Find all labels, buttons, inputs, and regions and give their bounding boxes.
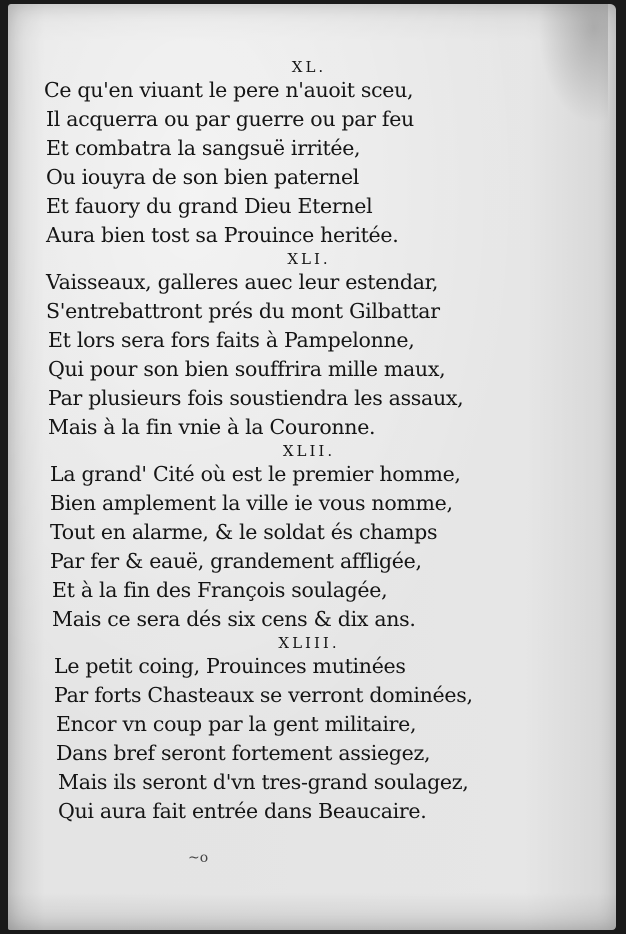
verse-line: Qui aura fait entrée dans Beaucaire. <box>58 799 427 823</box>
verse-line: S'entrebattront prés du mont Gilbattar <box>46 299 440 323</box>
verse-line: Par plusieurs fois soustiendra les assaux, <box>48 386 464 410</box>
verse-line: Vaisseaux, galleres auec leur estendar, <box>46 270 439 294</box>
verse-line: Et lors sera fors faits à Pampelonne, <box>48 328 415 352</box>
stanza-xl <box>44 58 584 250</box>
verse-line: Mais ils seront d'vn tres-grand soulagez, <box>58 770 469 794</box>
verse-line: Bien amplement la ville ie vous nomme, <box>50 491 453 515</box>
verse-line: Tout en alarme, & le soldat és champs <box>50 520 438 544</box>
verse-line: Et à la fin des François soulagée, <box>52 578 388 602</box>
verse-line: Le petit coing, Prouinces mutinées <box>54 654 406 678</box>
stanza-number: XLI. <box>287 250 331 268</box>
footer-printer-mark: ~o <box>188 850 209 866</box>
stanza-xli <box>44 250 584 442</box>
verse-line: Et combatra la sangsuë irritée, <box>46 136 361 160</box>
stanza-number: XLII. <box>282 442 336 460</box>
verse-line: Aura bien tost sa Prouince heritée. <box>46 223 399 247</box>
book-page <box>8 4 616 930</box>
verse-line: Ce qu'en viuant le pere n'auoit sceu, <box>44 78 414 102</box>
stanza-number: XLIII. <box>278 634 340 652</box>
verse-line: Encor vn coup par la gent militaire, <box>56 712 417 736</box>
verse-line: Et fauory du grand Dieu Eternel <box>46 194 373 218</box>
verse-line: Qui pour son bien souffrira mille maux, <box>48 357 446 381</box>
stanza-number: XL. <box>291 58 327 76</box>
verse-line: Ou iouyra de son bien paternel <box>46 165 360 189</box>
stanza-xlii <box>44 442 584 634</box>
verse-line: Par forts Chasteaux se verront dominées, <box>54 683 473 707</box>
verse-line: Mais ce sera dés six cens & dix ans. <box>52 607 416 631</box>
verse-line: Par fer & eauë, grandement affligée, <box>50 549 422 573</box>
stanza-xliii <box>44 634 584 826</box>
verse-line: Dans bref seront fortement assiegez, <box>56 741 431 765</box>
quatrain-text-block <box>44 58 584 826</box>
verse-line: La grand' Cité où est le premier homme, <box>50 462 461 486</box>
verse-line: Mais à la fin vnie à la Couronne. <box>48 415 376 439</box>
verse-line: Il acquerra ou par guerre ou par feu <box>46 107 414 131</box>
